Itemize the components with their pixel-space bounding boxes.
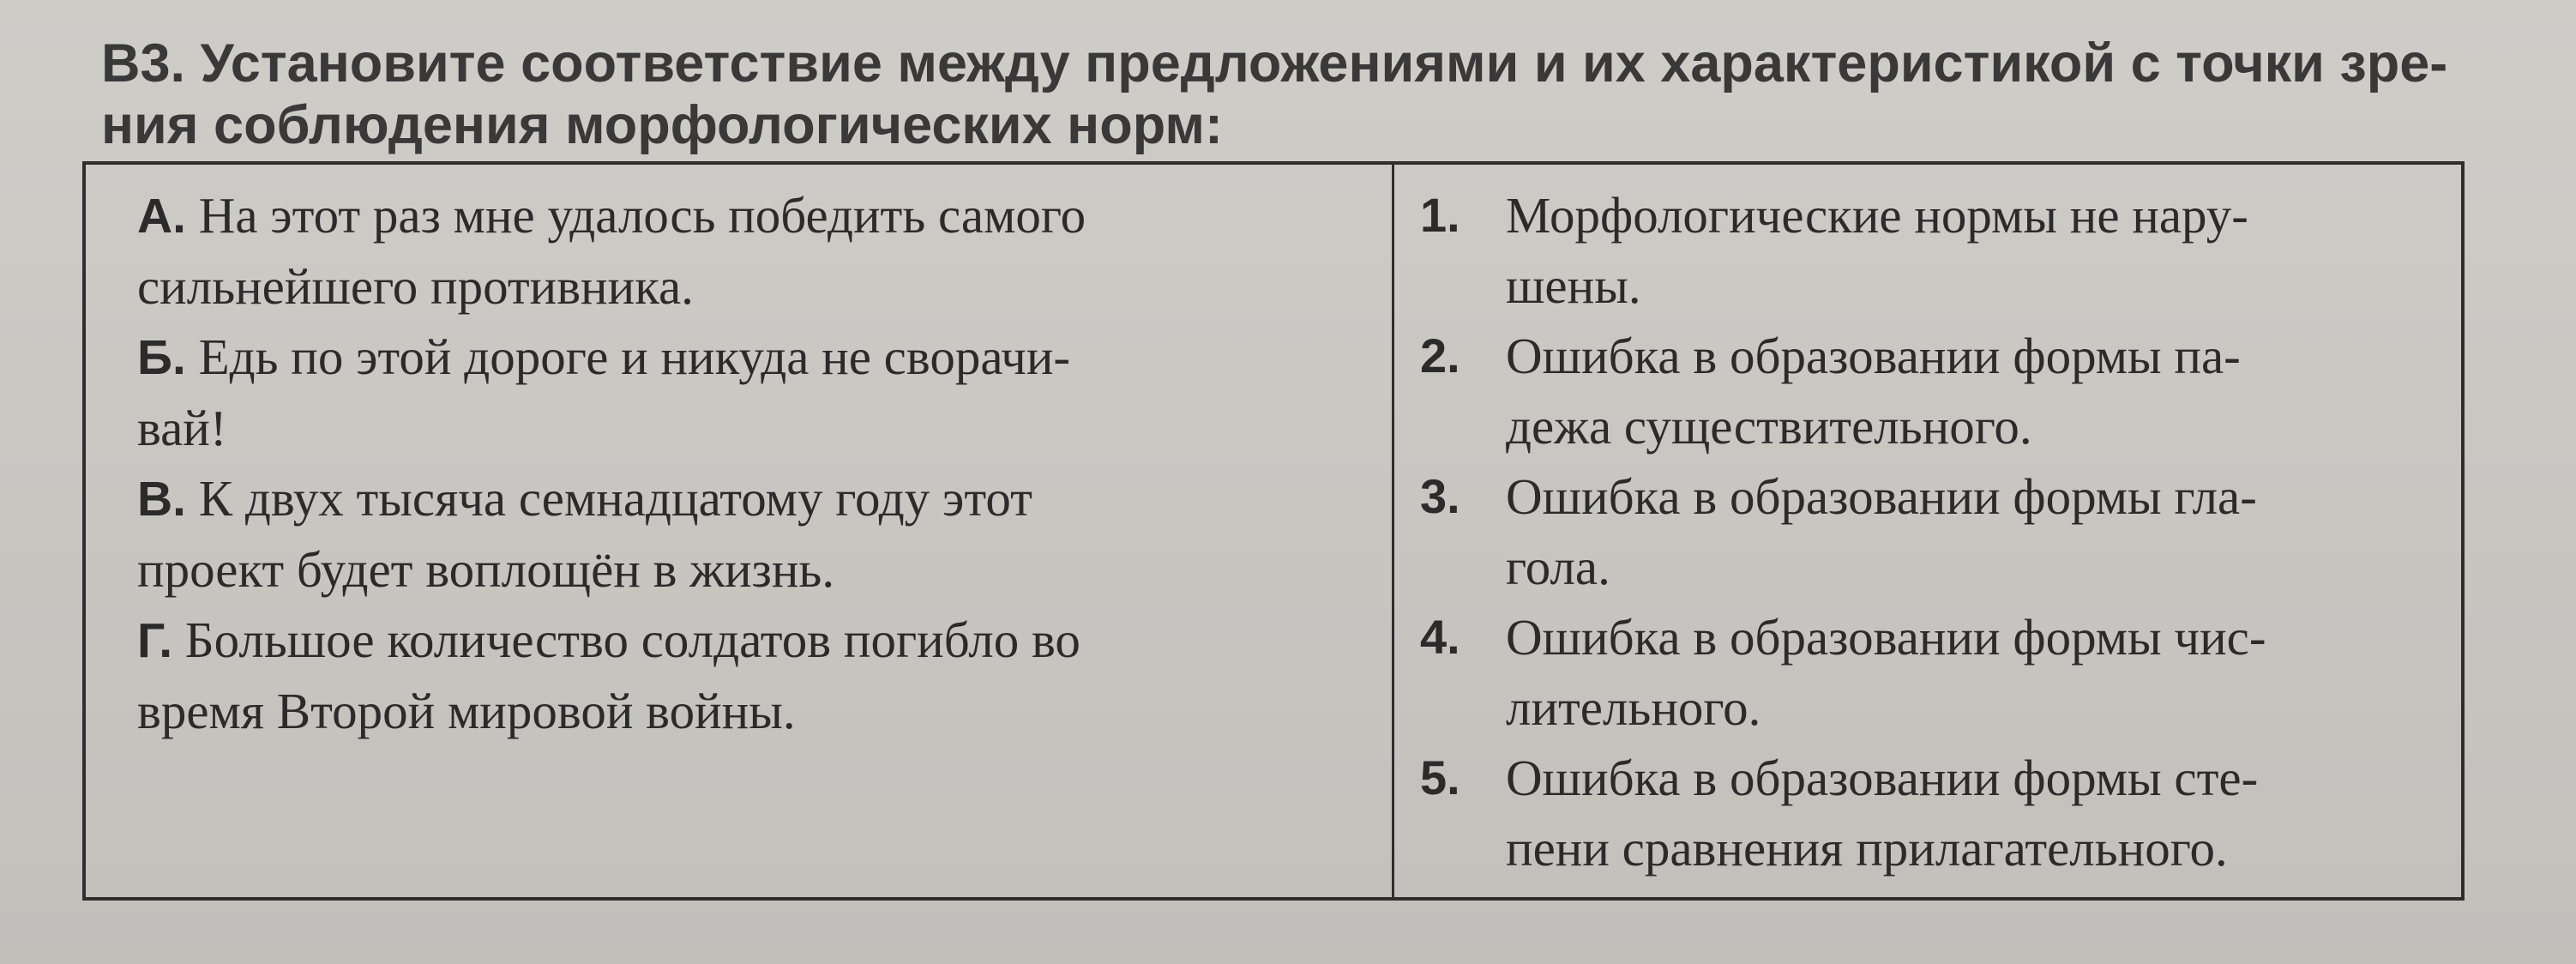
sentence-text: время Второй мировой войны. bbox=[137, 683, 796, 739]
sentence-text: Большое количество солдатов погибло во bbox=[172, 612, 1080, 668]
characteristic-text: Ошибка в образовании формы чис- bbox=[1506, 609, 2266, 666]
sentence-b bbox=[137, 322, 1363, 463]
characteristic-3 bbox=[1420, 461, 2427, 602]
characteristic-text: Ошибка в образовании формы гла- bbox=[1506, 468, 2257, 525]
sentence-text: Едь по этой дороге и никуда не сворачи- bbox=[185, 328, 1071, 385]
characteristic-1 bbox=[1420, 180, 2427, 321]
characteristic-number: 2. bbox=[1420, 328, 1460, 383]
characteristic-number: 4. bbox=[1420, 610, 1460, 664]
characteristic-4 bbox=[1420, 602, 2427, 743]
characteristic-text: Ошибка в образовании формы сте- bbox=[1506, 750, 2259, 806]
characteristic-number: 3. bbox=[1420, 469, 1460, 523]
sentence-letter: Б. bbox=[137, 330, 186, 385]
characteristic-text: шены. bbox=[1506, 257, 1641, 314]
characteristic-text: Ошибка в образовании формы па- bbox=[1506, 328, 2241, 384]
sentence-text: На этот раз мне удалось победить самого bbox=[186, 187, 1086, 244]
sentence-letter: Г. bbox=[137, 613, 173, 668]
characteristic-5 bbox=[1420, 743, 2427, 883]
characteristic-text: гола. bbox=[1506, 539, 1610, 595]
task-title-line-2: ния соблюдения морфологических норм: bbox=[101, 95, 1223, 155]
characteristic-text: Морфологические нормы не нару- bbox=[1506, 187, 2248, 244]
sentence-letter: А. bbox=[137, 189, 186, 244]
sentence-text: сильнейшего противника. bbox=[137, 258, 694, 315]
sentence-letter: В. bbox=[137, 472, 186, 527]
sentences-column bbox=[86, 165, 1394, 897]
characteristic-number: 1. bbox=[1420, 188, 1460, 242]
sentence-text: проект будет воплощён в жизнь. bbox=[137, 541, 835, 598]
task-title bbox=[101, 33, 2519, 156]
task-title-line-1: В3. Установите соответствие между предложениями и их характеристикой с точки зре- bbox=[101, 33, 2448, 93]
characteristic-text: пени сравнения прилагательного. bbox=[1506, 820, 2228, 877]
characteristics-column bbox=[1394, 165, 2461, 897]
matching-table bbox=[82, 161, 2465, 901]
characteristic-text: дежа существительного. bbox=[1506, 398, 2032, 455]
characteristic-text: лительного. bbox=[1506, 679, 1761, 736]
characteristic-number: 5. bbox=[1420, 750, 1460, 804]
sentence-g bbox=[137, 605, 1363, 746]
sentence-text: К двух тысяча семнадцатому году этот bbox=[186, 470, 1032, 527]
sentence-v bbox=[137, 463, 1363, 605]
sentence-a bbox=[137, 180, 1363, 322]
characteristic-2 bbox=[1420, 321, 2427, 461]
sentence-text: вай! bbox=[137, 400, 227, 456]
